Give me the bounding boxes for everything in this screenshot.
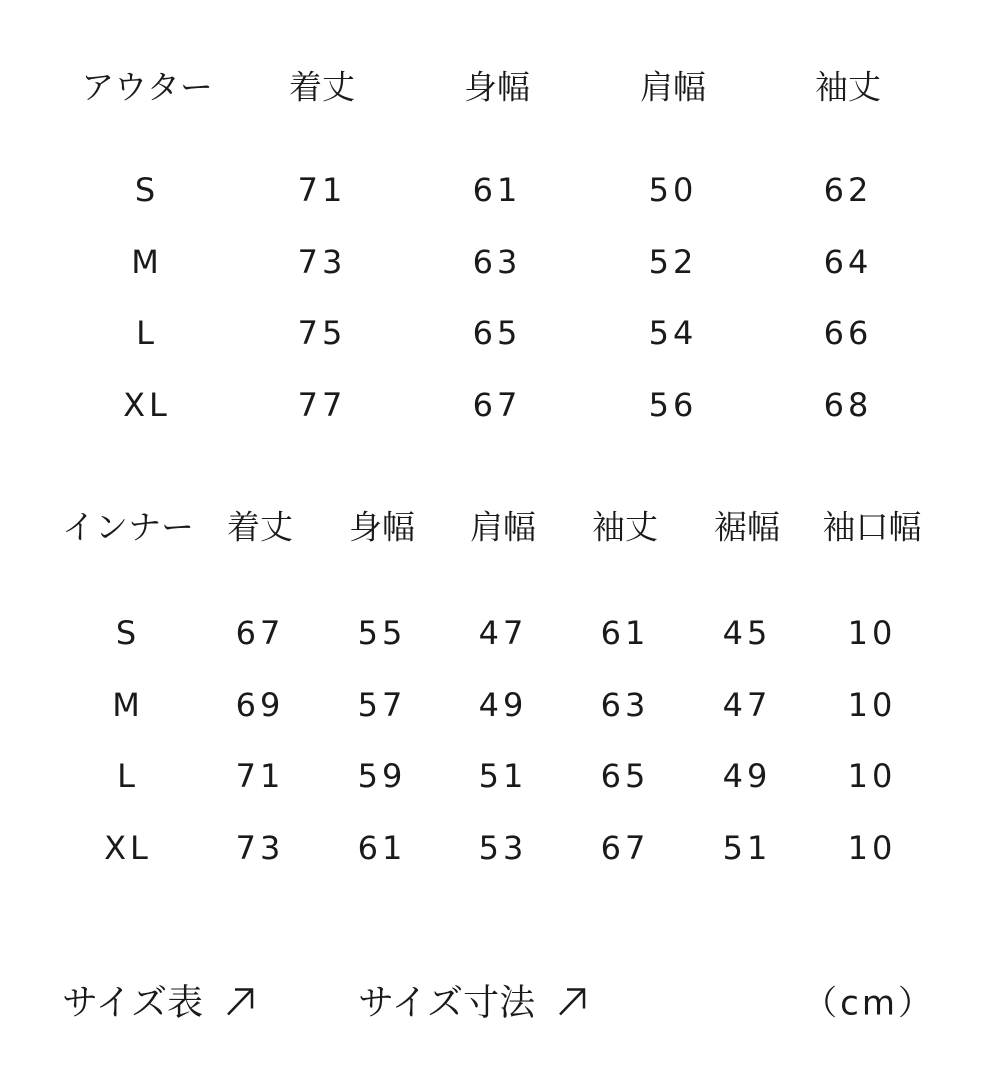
table-cell: 53: [478, 829, 528, 867]
size-label: XL: [104, 829, 152, 867]
table-cell: 73: [297, 243, 347, 281]
table-cell: 61: [600, 614, 650, 652]
table-cell: 73: [235, 829, 285, 867]
arrow-up-right-icon: [557, 987, 587, 1017]
table-cell: 47: [478, 614, 528, 652]
table-cell: 47: [722, 686, 772, 724]
table-cell: 52: [648, 243, 698, 281]
table-cell: 71: [297, 171, 347, 209]
table-cell: 61: [472, 171, 522, 209]
table-cell: 67: [235, 614, 285, 652]
table-cell: 50: [648, 171, 698, 209]
table-cell: 67: [600, 829, 650, 867]
size-chart-link[interactable]: [62, 975, 255, 1026]
size-label: XL: [123, 386, 171, 424]
table-cell: 10: [847, 757, 897, 795]
column-header: 袖口幅: [822, 507, 922, 547]
table-cell: 71: [235, 757, 285, 795]
column-header: 着丈: [227, 507, 293, 547]
table-cell: 75: [297, 314, 347, 352]
size-label: M: [112, 686, 144, 724]
table-cell: 10: [847, 829, 897, 867]
size-label: L: [117, 757, 139, 795]
column-header: 着丈: [289, 67, 355, 107]
size-measure-link[interactable]: [358, 975, 587, 1026]
table-cell: 62: [823, 171, 873, 209]
table-cell: 66: [823, 314, 873, 352]
column-header: 袖丈: [815, 67, 881, 107]
table-cell: 77: [297, 386, 347, 424]
size-chart-link-label: サイズ表: [62, 982, 204, 1024]
table-title: アウター: [81, 67, 213, 107]
table-cell: 55: [357, 614, 407, 652]
table-cell: 59: [357, 757, 407, 795]
table-cell: 10: [847, 686, 897, 724]
column-header: 裾幅: [714, 507, 780, 547]
table-cell: 10: [847, 614, 897, 652]
table-cell: 69: [235, 686, 285, 724]
table-cell: 65: [600, 757, 650, 795]
table-cell: 56: [648, 386, 698, 424]
arrow-up-right-icon: [225, 987, 255, 1017]
table-cell: 64: [823, 243, 873, 281]
column-header: 身幅: [349, 507, 415, 547]
size-label: S: [134, 171, 160, 209]
table-cell: 49: [722, 757, 772, 795]
size-label: L: [136, 314, 158, 352]
unit-label: （cm）: [803, 983, 935, 1024]
table-cell: 49: [478, 686, 528, 724]
table-title: インナー: [62, 507, 194, 547]
column-header: 肩幅: [640, 67, 706, 107]
table-cell: 51: [722, 829, 772, 867]
table-cell: 51: [478, 757, 528, 795]
size-label: M: [131, 243, 163, 281]
table-cell: 65: [472, 314, 522, 352]
table-cell: 67: [472, 386, 522, 424]
column-header: 袖丈: [592, 507, 658, 547]
table-cell: 54: [648, 314, 698, 352]
table-cell: 57: [357, 686, 407, 724]
table-cell: 45: [722, 614, 772, 652]
size-label: S: [115, 614, 141, 652]
column-header: 身幅: [464, 67, 530, 107]
table-cell: 61: [357, 829, 407, 867]
table-cell: 68: [823, 386, 873, 424]
table-cell: 63: [472, 243, 522, 281]
column-header: 肩幅: [470, 507, 536, 547]
table-cell: 63: [600, 686, 650, 724]
size-measure-link-label: サイズ寸法: [358, 982, 536, 1024]
